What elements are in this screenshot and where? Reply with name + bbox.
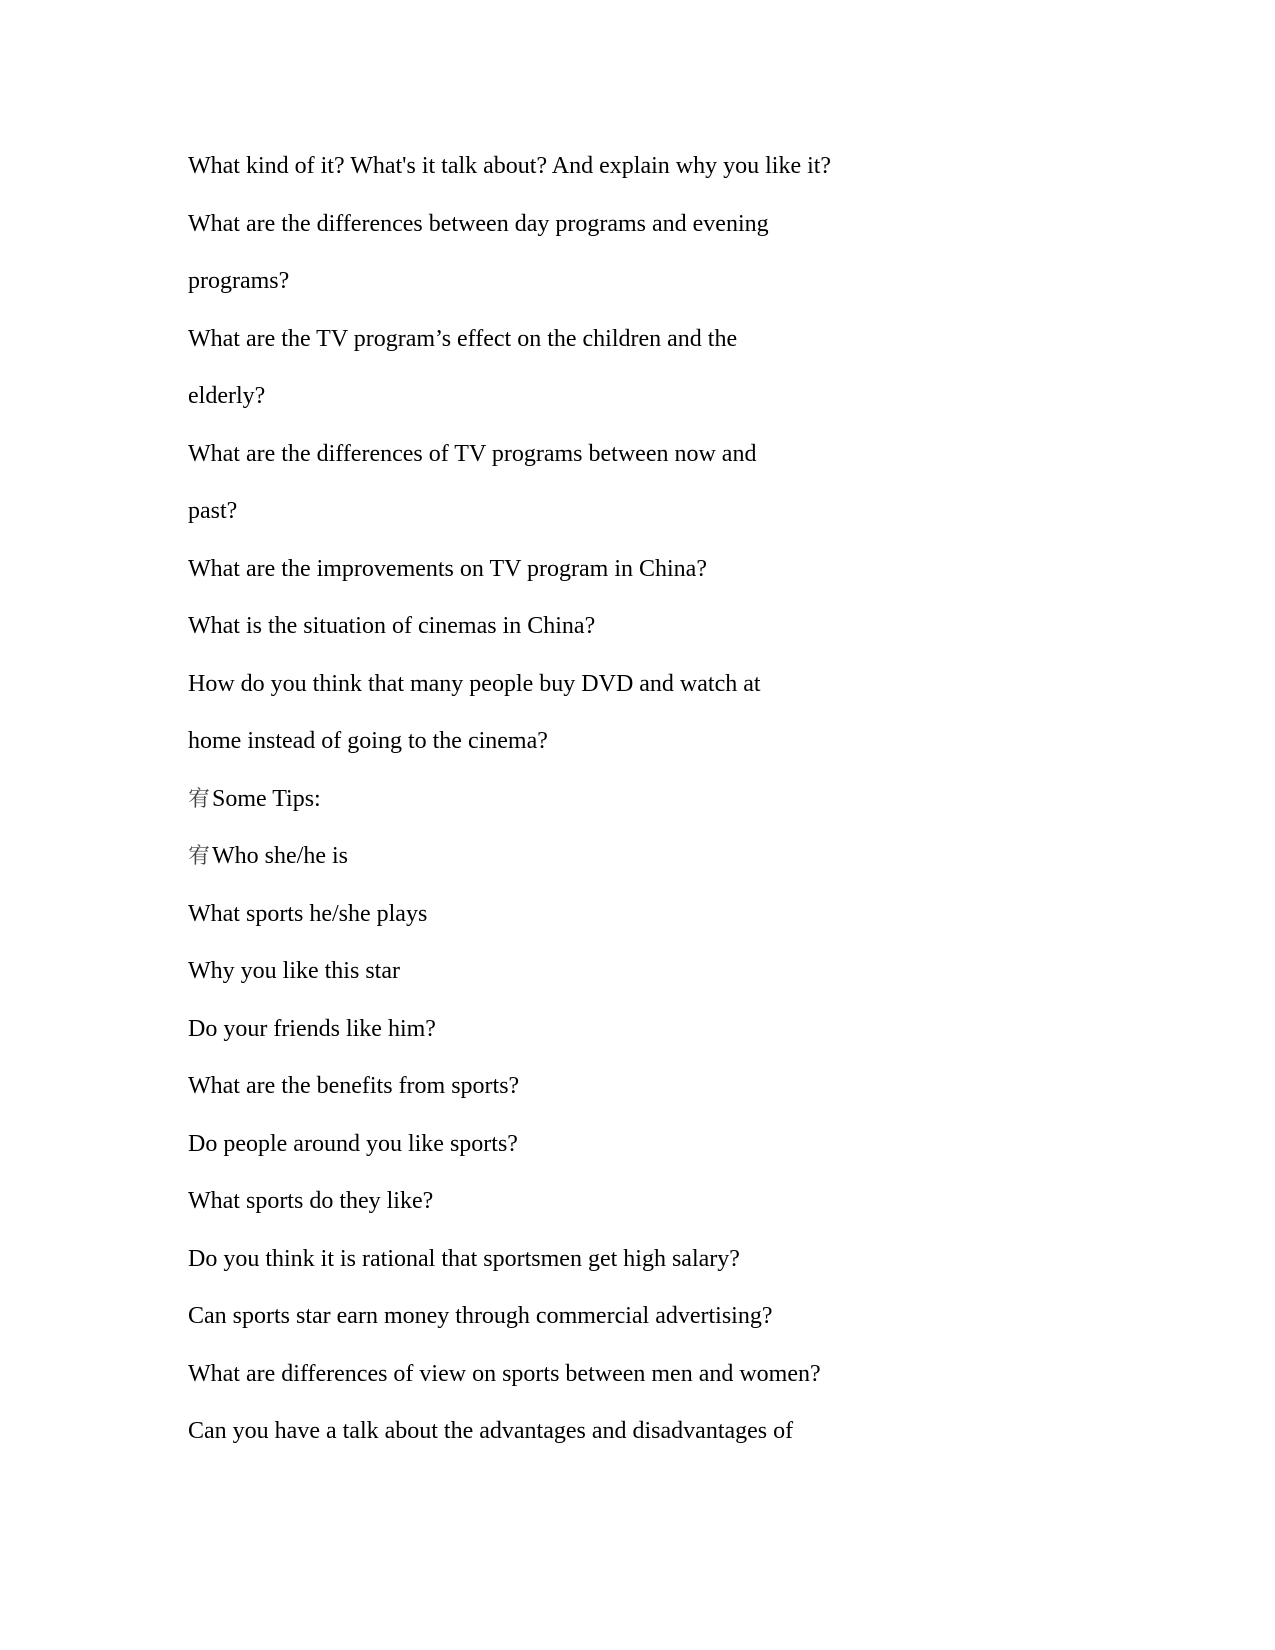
text-line: programs? xyxy=(188,268,290,294)
text-line: past? xyxy=(188,498,238,524)
text-line: What are the benefits from sports? xyxy=(188,1073,520,1099)
text-line: Why you like this star xyxy=(188,958,400,984)
text-line: Can you have a talk about the advantages and disadvantages of xyxy=(188,1418,794,1444)
text-line: elderly? xyxy=(188,383,266,409)
text-line: What are the differences of TV programs between now and xyxy=(188,440,757,467)
bulleted-line xyxy=(188,832,1088,890)
bullet-glyph: 宥 xyxy=(188,844,211,869)
text-line: What are the TV program’s effect on the children and the xyxy=(188,325,738,352)
text-line: home instead of going to the cinema? xyxy=(188,728,548,754)
text-line: What sports he/she plays xyxy=(188,900,428,927)
text-line: Do you think it is rational that sportsmen get high salary? xyxy=(188,1245,740,1272)
text-line: What are the improvements on TV program in China? xyxy=(188,555,707,582)
text-line: What is the situation of cinemas in China? xyxy=(188,613,596,639)
bulleted-line xyxy=(188,775,1088,833)
text-line: Some Tips: xyxy=(212,785,321,812)
text-line: What are the differences between day programs and evening xyxy=(188,210,769,237)
text-line: Who she/he is xyxy=(212,843,348,869)
text-line: What kind of it? What's it talk about? And explain why you like it? xyxy=(188,153,832,179)
bullet-glyph: 宥 xyxy=(188,786,211,812)
text-line: What sports do they like? xyxy=(188,1188,434,1214)
document-body xyxy=(188,142,1088,1465)
text-line: How do you think that many people buy DVD and watch at xyxy=(188,670,761,697)
text-line: Do people around you like sports? xyxy=(188,1130,518,1157)
text-line: What are differences of view on sports between men and women? xyxy=(188,1360,821,1387)
text-line: Can sports star earn money through commercial advertising? xyxy=(188,1303,773,1329)
text-line: Do your friends like him? xyxy=(188,1015,436,1042)
